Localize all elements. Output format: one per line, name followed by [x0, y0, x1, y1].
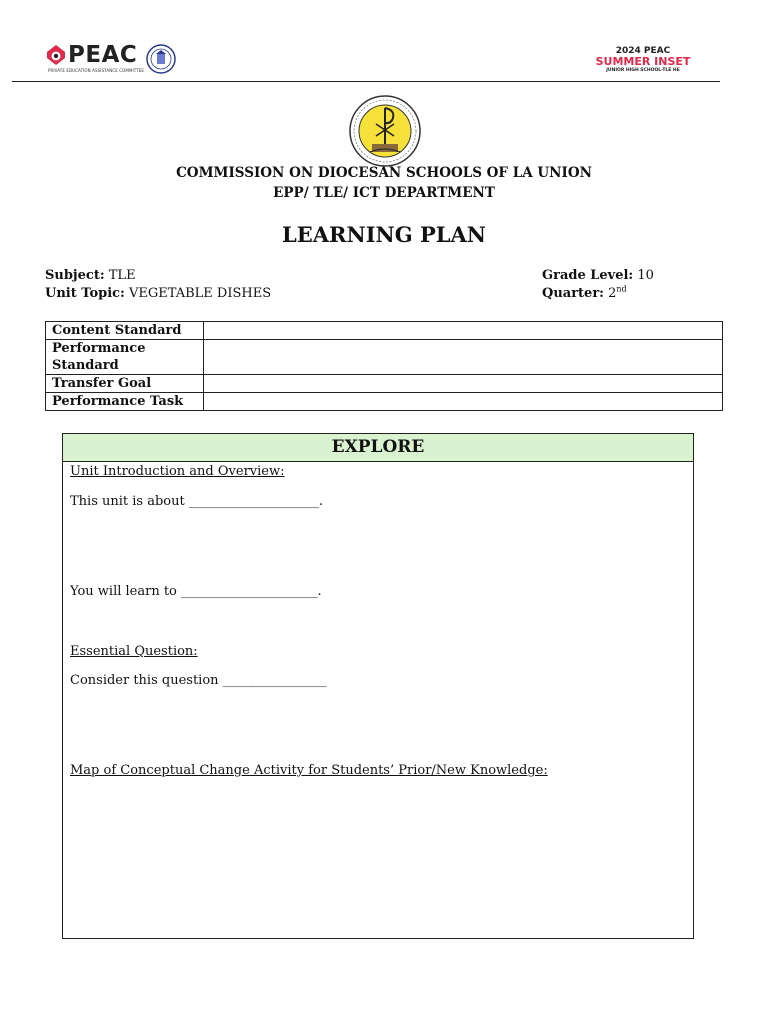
- deped-seal-icon: [146, 44, 176, 74]
- table-row: [46, 375, 723, 393]
- inset-year: 2024 PEAC: [615, 46, 671, 56]
- grade-level-value: 10: [637, 268, 654, 283]
- quarter-label: Quarter:: [542, 286, 604, 301]
- unit-about-prompt: This unit is about ____________________.: [70, 494, 323, 509]
- performance-task-label: Performance Task: [46, 393, 204, 411]
- standards-table: [45, 321, 723, 411]
- subject-value: TLE: [108, 268, 136, 283]
- subject-label: Subject:: [45, 268, 105, 283]
- inset-title: SUMMER INSET: [595, 55, 691, 68]
- table-row: [46, 340, 723, 375]
- grade-quarter-info: [542, 267, 654, 303]
- grade-level-line: [542, 267, 654, 285]
- peac-subtitle: PRIVATE EDUCATION ASSISTANCE COMMITTEE: [48, 68, 144, 73]
- quarter-value: 2: [608, 286, 617, 301]
- peac-shield-icon: [46, 44, 66, 66]
- diocesan-schools-seal-icon: [348, 94, 422, 168]
- quarter-ordinal-suffix: nd: [616, 284, 627, 294]
- commission-heading: COMMISSION ON DIOCESAN SCHOOLS OF LA UNION: [176, 165, 592, 181]
- unit-topic-value: VEGETABLE DISHES: [129, 286, 272, 301]
- department-heading: EPP/ TLE/ ICT DEPARTMENT: [273, 185, 495, 201]
- consider-question-prompt: Consider this question ________________: [70, 673, 327, 688]
- transfer-goal-label: Transfer Goal: [46, 375, 204, 393]
- unit-topic-line: [45, 285, 271, 303]
- content-standard-value[interactable]: [204, 322, 723, 340]
- subject-unit-info: [45, 267, 271, 303]
- unit-intro-heading: Unit Introduction and Overview:: [70, 464, 285, 479]
- will-learn-prompt: You will learn to _____________________.: [70, 584, 322, 599]
- table-row: [46, 393, 723, 411]
- performance-task-value[interactable]: [204, 393, 723, 411]
- transfer-goal-value[interactable]: [204, 375, 723, 393]
- performance-standard-value[interactable]: [204, 340, 723, 375]
- quarter-line: [542, 285, 654, 303]
- document-title: LEARNING PLAN: [281, 222, 487, 247]
- explore-heading: EXPLORE: [63, 434, 693, 462]
- unit-topic-label: Unit Topic:: [45, 286, 125, 301]
- summer-inset-badge: [588, 46, 698, 74]
- content-standard-label: Content Standard: [46, 322, 204, 340]
- grade-level-label: Grade Level:: [542, 268, 634, 283]
- inset-subtitle: JUNIOR HIGH SCHOOL-TLE HE: [606, 68, 680, 73]
- explore-section: [62, 433, 694, 939]
- header-divider: [12, 81, 720, 82]
- essential-question-heading: Essential Question:: [70, 644, 198, 659]
- performance-standard-label: Performance Standard: [46, 340, 204, 375]
- table-row: [46, 322, 723, 340]
- conceptual-change-map-heading: Map of Conceptual Change Activity for Students’ Prior/New Knowledge:: [70, 763, 548, 778]
- subject-line: [45, 267, 271, 285]
- peac-wordmark: PEAC: [68, 42, 138, 68]
